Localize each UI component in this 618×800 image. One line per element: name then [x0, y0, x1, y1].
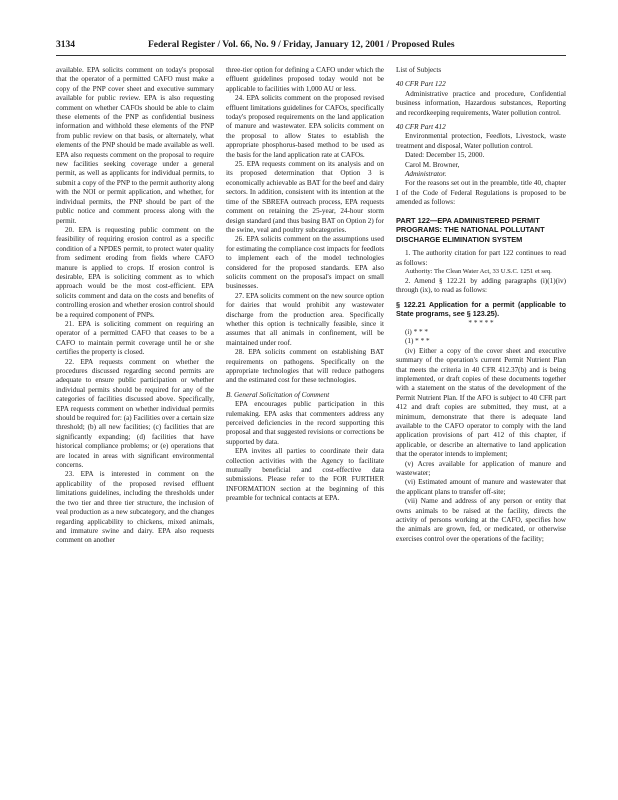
section-title: § 122.21 Application for a permit (applicable to State programs, see § 123.25). — [396, 299, 566, 319]
authority-line: Authority: The Clean Water Act, 33 U.S.C. 1251 et seq. — [405, 268, 552, 276]
paragraph: EPA encourages public participation in this rulemaking. EPA asks that commenters address any perceived deficiencies in the record supporting this proposal and that suggested revisions or corrections be supported by data. — [226, 400, 384, 446]
paragraph: 1. The authority citation for part 122 continues to read as follows: — [396, 249, 566, 267]
paragraph: available. EPA solicits comment on today's proposal that the operator of a permitted CAFO must make a copy of the PNP cover sheet and executive summary available for public review. EPA is also requesting comment on whether CAFOs should be able to claim these elements of the PNP as confidential business information and withhold these elements of the PNP from public review on that basis, or alternately, what elements of the PNP should be made available as well. EPA also requests comment on the proposal to require new facilities seeking coverage under a general permit, as well as applicants for individual permits, to submit a copy of the PNP to the permit authority along with the NOI or permit application, and whether, for individual permits, the PNP should be part of the public notice and comment process along with the permit. — [56, 66, 214, 225]
ellipsis-stars: * * * * * — [468, 318, 494, 327]
paragraph: 21. EPA is soliciting comment on requiring an operator of a permitted CAFO that ceases to be a CAFO to maintain permit coverage until he or she certifies the property is closed. — [56, 319, 214, 357]
page-header — [56, 40, 566, 54]
signer-title: Administrator. — [405, 170, 447, 179]
paragraph: 23. EPA is interested in comment on the applicability of the proposed revised effluent limitations guidelines, including the thresholds under the two tier and three tier structure, the inclusion of veal production as a new subcategory, and the changes regarding applicability to chickens, mixed animals, and immature swine and dairy. EPA also requests comment on another — [56, 470, 214, 545]
cfr-part-412: 40 CFR Part 412 — [396, 123, 446, 132]
paragraph: 27. EPA solicits comment on the new source option for dairies that would prohibit any wastewater discharge from the production area. Specifically whether this option is technically feasible, since it assumes that all animals in confinement, will be maintained under roof. — [226, 291, 384, 347]
paragraph: EPA invites all parties to coordinate their data collection activities with the Agency to facilitate mutually beneficial and cost-effective data submissions. Please refer to the FOR FURTHER INFORMATION section at the beginning of this preamble for technical contacts at EPA. — [226, 447, 384, 503]
paragraph: 22. EPA requests comment on whether the procedures discussed regarding second permits are adequate to ensure public participation or whether individual permits should be required for any of the categories of facilities discussed above. Specifically, EPA requests comment on whether individual permits should be required for: (a) Facilities over a certain size threshold; (b) all new facilities; (c) facilities that are significantly expanding; (d) facilities that have historical compliance problems; or (e) operations that are located in areas with significant environmental concerns. — [56, 357, 214, 470]
paragraph: (i) * * * — [405, 327, 428, 336]
paragraph: three-tier option for defining a CAFO under which the effluent guidelines proposed today would not be applicable to facilities with 1,000 AU or less. — [226, 66, 384, 93]
paragraph: (vii) Name and address of any person or entity that owns animals to be raised at the facility, directs the activity of persons working at the CAFO, specifies how the animals are grown, fed, or medicated, or otherwise exercises control over the operations of the facility; — [396, 497, 566, 543]
running-head: Federal Register / Vol. 66, No. 9 / Friday, January 12, 2001 / Proposed Rules — [148, 40, 455, 50]
column-1 — [56, 66, 214, 771]
part-heading: PART 122—EPA ADMINISTERED PERMIT PROGRAMS: THE NATIONAL POLLUTANT DISCHARGE ELIMINATION SYSTEM — [396, 215, 545, 244]
paragraph: Administrative practice and procedure, Confidential business information, Hazardous substances, Reporting and recordkeeping requirements, Water pollution control. — [396, 89, 566, 117]
column-3 — [396, 66, 566, 771]
paragraph: 25. EPA requests comment on its analysis and on its proposed determination that Option 3 is economically achievable as BAT for the beef and dairy sectors. In addition, consistent with its intention at the time of the SBREFA outreach process, EPA requests comment on retaining the 25-year, 24-hour storm design standard (and thus basing BAT on Option 2) for the swine, veal and poultry subcategories. — [226, 160, 384, 234]
paragraph: (iv) Either a copy of the cover sheet and executive summary of the operation's current Permit Nutrient Plan that meets the criteria in 40 CFR 412.37(b) and is being implemented, or draft copies of these documents together with a statement on the status of the development of the Permit Nutrient Plan. If the AFO is subject to 40 CFR part 412 and draft copies are submitted, they must, at a minimum, demonstrate that there is adequate land available to the CAFO operator to comply with the land application provisions of part 412 of this chapter, if applicable, or describe an alternative to land application that the operator intends to implement; — [396, 346, 566, 459]
paragraph: Environmental protection, Feedlots, Livestock, waste treatment and disposal, Water pollution control. — [396, 132, 566, 150]
column-2 — [226, 66, 384, 771]
paragraph: (1) * * * — [405, 337, 430, 346]
paragraph: 24. EPA solicits comment on the proposed revised effluent limitations guidelines for CAFOs, specifically today's proposed requirements on the land application of manure and wastewater. EPA solicits comment on the proposal to allow States to establish the appropriate phosphorus-based method to be used as the basis for the land application rate at CAFOs. — [226, 94, 384, 159]
paragraph: For the reasons set out in the preamble, title 40, chapter I of the Code of Federal Regulations is proposed to be amended as follows: — [396, 179, 566, 207]
paragraph: (vi) Estimated amount of manure and wastewater that the applicant plans to transfer off-site; — [396, 478, 566, 496]
dated-line: Dated: December 15, 2000. — [405, 151, 485, 160]
paragraph: 20. EPA is requesting public comment on the feasibility of requiring erosion control as a specific condition of a NPDES permit, to protect water quality from sediment eroding from fields where CAFO manure is applied to crops. If erosion control is desirable, EPA is soliciting comment as to which approach would be the most cost-efficient. EPA solicits comment and data on the costs and benefits of controlling erosion and whether erosion control should be a required component of PNPs. — [56, 225, 214, 319]
paragraph: 28. EPA solicits comment on establishing BAT requirements on pathogens. Specifically on the appropriate technologies that will reduce pathogens and the estimated cost for these technologies. — [226, 348, 384, 385]
paragraph: 2. Amend § 122.21 by adding paragraphs (i)(1)(iv) through (ix), to read as follows: — [396, 276, 566, 295]
signer-name: Carol M. Browner, — [405, 160, 460, 169]
section-heading: B. General Solicitation of Comment — [226, 390, 330, 399]
paragraph: 26. EPA solicits comment on the assumptions used for estimating the compliance cost impacts for feedlots to implement each of the model technologies considered for the proposed standards. EPA also solicits comment on the proposal's impact on small businesses. — [226, 235, 384, 291]
cfr-part-122: 40 CFR Part 122 — [396, 80, 446, 89]
subjects-title: List of Subjects — [396, 66, 442, 74]
page-number: 3134 — [56, 40, 75, 50]
paragraph: (v) Acres available for application of manure and wastewater; — [396, 459, 566, 477]
header-rule — [56, 55, 566, 56]
